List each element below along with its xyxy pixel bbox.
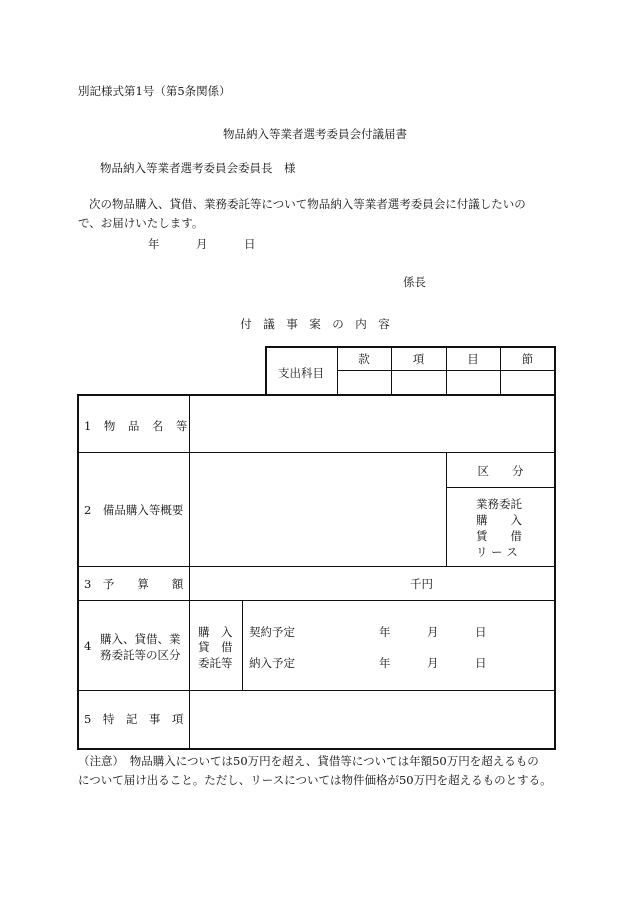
date-year: 年 [148, 237, 160, 251]
contract-month: 月 [427, 625, 439, 639]
budget-column-kou: 項 [412, 352, 425, 366]
budget-label: 支出科目 [278, 366, 324, 380]
form-number: 別記様式第1号（第5条関係） [78, 84, 231, 98]
type-option-kounyu: 購 入 [198, 625, 233, 639]
budget-input-moku[interactable] [447, 371, 500, 395]
budget-column-setsu: 節 [521, 352, 534, 366]
budget-column-kan: 款 [358, 352, 370, 366]
document-title: 物品納入等業者選考委員会付議届書 [223, 127, 407, 141]
type-option-itakutou: 委託等 [198, 656, 233, 670]
budget-input-kan[interactable] [338, 371, 391, 395]
date-day: 日 [244, 237, 256, 251]
budget-amount-label: 3 予 算 額 [84, 577, 184, 591]
delivery-day: 日 [475, 656, 487, 670]
contract-label: 契約予定 [249, 625, 295, 639]
type-label-line-1: 購入、貸借、業 [100, 632, 181, 646]
item-name-label: 1 物 品 名 等 [84, 419, 188, 433]
footer-note-line-2: について届け出ること。ただし、リースについては物件価格が50万円を超えるものとする。 [78, 773, 552, 787]
body-text-line-1: 次の物品購入、貸借、業務委託等について物品納入等業者選考委員会に付議したいの [89, 197, 526, 211]
section-title: 付 議 事 案 の 内 容 [240, 317, 390, 331]
type-option-taishaku: 貸 借 [198, 640, 233, 654]
delivery-month: 月 [427, 656, 439, 670]
delivery-year: 年 [379, 656, 391, 670]
delivery-label: 納入予定 [249, 656, 295, 670]
special-notes-label: 5 特 記 事 項 [84, 712, 184, 726]
contract-year: 年 [379, 625, 391, 639]
budget-input-setsu[interactable] [501, 371, 554, 395]
footer-note-line-1: （注意） 物品購入については50万円を超え、貸借等については年額50万円を超えるもの [78, 754, 539, 768]
budget-input-kou[interactable] [392, 371, 446, 395]
special-notes-field[interactable] [190, 691, 554, 748]
type-number: 4 [84, 639, 92, 653]
date-month: 月 [196, 237, 208, 251]
contract-day: 日 [475, 625, 487, 639]
budget-column-moku: 目 [467, 352, 479, 366]
budget-amount-unit: 千円 [410, 577, 433, 591]
type-label-line-2: 務委託等の区分 [100, 648, 181, 662]
signer-title: 係長 [403, 275, 426, 289]
addressee: 物品納入等業者選考委員会委員長 様 [100, 161, 296, 175]
overview-label: 2 備品購入等概要 [84, 503, 184, 517]
category-kounyu: 購 入 [476, 513, 522, 527]
category-lease: リ ー ス [476, 545, 518, 559]
item-name-field[interactable] [190, 396, 554, 452]
category-gyomu-itaku: 業務委託 [476, 497, 522, 511]
category-chinshaku: 賃 借 [476, 529, 522, 543]
overview-field[interactable] [190, 453, 446, 566]
body-text-line-2: で、お届けいたします。 [78, 216, 204, 230]
category-header: 区 分 [477, 464, 524, 478]
